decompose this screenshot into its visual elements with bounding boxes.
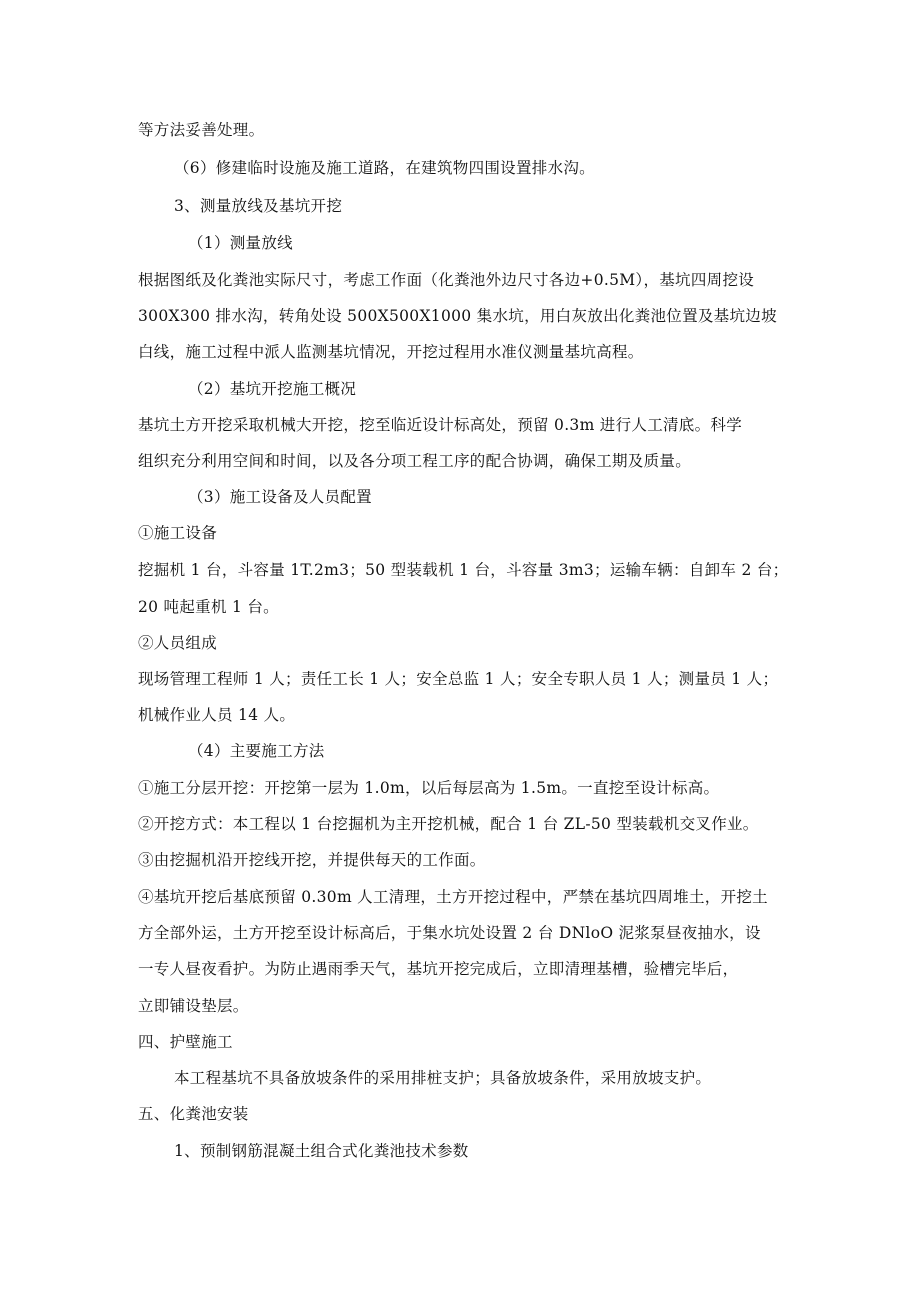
subsection-heading: （1）测量放线 [188, 234, 293, 252]
text-line: 挖掘机 1 台，斗容量 1T.2m3；50 型装载机 1 台，斗容量 3m3；运输车辆：自卸车 2 台； [138, 561, 789, 579]
text-line: 白线，施工过程中派人监测基坑情况，开挖过程用水准仪测量基坑高程。 [138, 343, 644, 361]
text-line: 本工程基坑不具备放坡条件的采用排桩支护；具备放坡条件，采用放坡支护。 [174, 1069, 712, 1087]
text-line: ②人员组成 [138, 634, 218, 652]
subsection-heading: 1、预制钢筋混凝土组合式化粪池技术参数 [174, 1142, 469, 1160]
subsection-heading: （2）基坑开挖施工概况 [188, 380, 357, 398]
text-line: ③由挖掘机沿开挖线开挖，并提供每天的工作面。 [138, 851, 486, 869]
subsection-heading: （6）修建临时设施及施工道路，在建筑物四围设置排水沟。 [174, 159, 595, 177]
section-heading: 3、测量放线及基坑开挖 [174, 197, 343, 215]
section-heading: 四、护壁施工 [138, 1033, 233, 1051]
text-line: 基坑土方开挖采取机械大开挖，挖至临近设计标高处，预留 0.3m 进行人工清底。科学 [138, 416, 743, 434]
subsection-heading: （3）施工设备及人员配置 [188, 488, 372, 506]
text-line: 现场管理工程师 1 人；责任工长 1 人；安全总监 1 人；安全专职人员 1 人；测量员 1 人； [138, 670, 779, 688]
text-line: ②开挖方式：本工程以 1 台挖掘机为主开挖机械，配合 1 台 ZL-50 型装载机交叉作业。 [138, 815, 759, 833]
text-line: 方全部外运，土方开挖至设计标高后，于集水坑处设置 2 台 DNloO 泥浆泵昼夜抽水，设 [138, 924, 761, 942]
subsection-heading: （4）主要施工方法 [188, 742, 325, 760]
text-line: ①施工设备 [138, 524, 218, 542]
text-line: 根据图纸及化粪池实际尺寸，考虑工作面（化粪池外边尺寸各边+0.5M），基坑四周挖设 [138, 271, 755, 289]
text-line: 立即铺设垫层。 [138, 997, 249, 1015]
section-heading: 五、化粪池安装 [138, 1105, 249, 1123]
text-line: 机械作业人员 14 人。 [138, 706, 296, 724]
text-line: 300X300 排水沟，转角处设 500X500X1000 集水坑，用白灰放出化粪池位置及基坑边坡 [138, 307, 777, 325]
text-line: 组织充分利用空间和时间，以及各分项工程工序的配合协调，确保工期及质量。 [138, 452, 692, 470]
text-line: ④基坑开挖后基底预留 0.30m 人工清理，土方开挖过程中，严禁在基坑四周堆土，开挖土 [138, 888, 768, 906]
text-line: 20 吨起重机 1 台。 [138, 598, 279, 616]
text-line: ①施工分层开挖：开挖第一层为 1.0m，以后每层高为 1.5m。一直挖至设计标高。 [138, 779, 720, 797]
text-line: 等方法妥善处理。 [138, 121, 265, 139]
text-line: 一专人昼夜看护。为防止遇雨季天气，基坑开挖完成后，立即清理基槽，验槽完毕后， [138, 960, 739, 978]
